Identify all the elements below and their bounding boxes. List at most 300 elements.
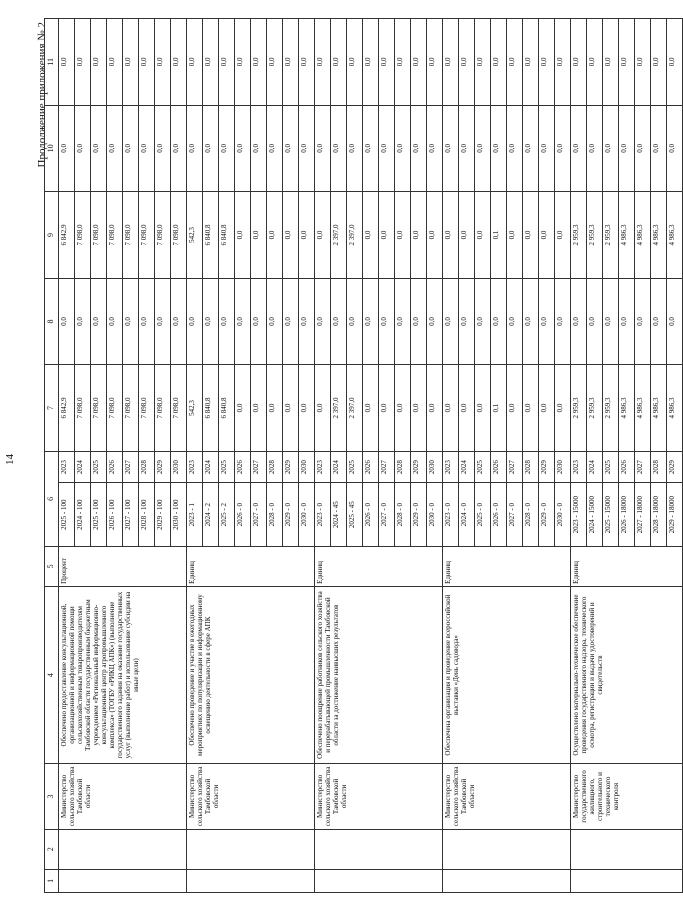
cell-col-1 <box>315 869 443 892</box>
col-header: 6 <box>45 451 59 546</box>
ministry-cell: Министерство государственного жилищного, строительного и технического контроля <box>571 764 683 829</box>
other-cell: 0,0 <box>235 19 251 106</box>
regional-cell: 0,0 <box>235 192 251 279</box>
other-cell: 0,0 <box>539 19 555 106</box>
indicator-cell: 2024 - 2 <box>203 483 219 546</box>
year-cell: 2030 <box>299 451 315 483</box>
federal-cell: 0,0 <box>139 278 155 365</box>
total-cell: 0,0 <box>299 365 315 452</box>
total-cell: 0,0 <box>267 365 283 452</box>
indicator-cell: 2023 - 0 <box>315 483 331 546</box>
unit-cell: Единиц <box>187 546 315 586</box>
federal-cell: 0,0 <box>107 278 123 365</box>
indicator-cell: 2025 - 0 <box>475 483 491 546</box>
year-cell: 2023 <box>187 451 203 483</box>
local-cell: 0,0 <box>251 105 267 192</box>
regional-cell: 2 397,0 <box>347 192 363 279</box>
unit-cell: Единиц <box>315 546 443 586</box>
regional-cell: 0,0 <box>523 192 539 279</box>
federal-cell: 0,0 <box>91 278 107 365</box>
year-cell: 2025 <box>347 451 363 483</box>
total-cell: 0,0 <box>235 365 251 452</box>
year-cell: 2024 <box>331 451 347 483</box>
other-cell: 0,0 <box>635 19 651 106</box>
local-cell: 0,0 <box>59 105 75 192</box>
total-cell: 6 842,9 <box>59 365 75 452</box>
federal-cell: 0,0 <box>443 278 459 365</box>
local-cell: 0,0 <box>619 105 635 192</box>
local-cell: 0,0 <box>571 105 587 192</box>
total-cell: 4 986,3 <box>667 365 683 452</box>
other-cell: 0,0 <box>395 19 411 106</box>
local-cell: 0,0 <box>603 105 619 192</box>
other-cell: 0,0 <box>187 19 203 106</box>
indicator-cell: 2028 - 0 <box>523 483 539 546</box>
page-number: 14 <box>4 454 16 465</box>
other-cell: 0,0 <box>267 19 283 106</box>
indicator-cell: 2027 - 100 <box>123 483 139 546</box>
federal-cell: 0,0 <box>427 278 443 365</box>
other-cell: 0,0 <box>619 19 635 106</box>
federal-cell: 0,0 <box>555 278 571 365</box>
local-cell: 0,0 <box>667 105 683 192</box>
year-cell: 2030 <box>427 451 443 483</box>
other-cell: 0,0 <box>571 19 587 106</box>
federal-cell: 0,0 <box>523 278 539 365</box>
other-cell: 0,0 <box>203 19 219 106</box>
indicator-cell: 2029 - 100 <box>155 483 171 546</box>
other-cell: 0,0 <box>459 19 475 106</box>
regional-cell: 0,0 <box>251 192 267 279</box>
col-header: 10 <box>45 105 59 192</box>
col-header: 8 <box>45 278 59 365</box>
federal-cell: 0,0 <box>475 278 491 365</box>
federal-cell: 0,0 <box>539 278 555 365</box>
total-cell: 0,0 <box>283 365 299 452</box>
year-cell: 2026 <box>235 451 251 483</box>
table-row <box>315 19 331 893</box>
year-cell: 2023 <box>571 451 587 483</box>
federal-cell: 0,0 <box>171 278 187 365</box>
table-row <box>571 19 587 893</box>
total-cell: 6 840,8 <box>219 365 235 452</box>
other-cell: 0,0 <box>283 19 299 106</box>
indicator-cell: 2030 - 0 <box>299 483 315 546</box>
local-cell: 0,0 <box>331 105 347 192</box>
regional-cell: 6 840,8 <box>203 192 219 279</box>
table-body <box>59 19 683 893</box>
regional-cell: 6 842,9 <box>59 192 75 279</box>
local-cell: 0,0 <box>91 105 107 192</box>
regional-cell: 0,0 <box>299 192 315 279</box>
regional-cell: 2 959,3 <box>571 192 587 279</box>
table-row <box>187 19 203 893</box>
total-cell: 0,0 <box>539 365 555 452</box>
event-description-cell: Обеспечена организация и проведение всероссийской выставки «День садовода» <box>443 586 571 763</box>
year-cell: 2029 <box>667 451 683 483</box>
federal-cell: 0,0 <box>571 278 587 365</box>
federal-cell: 0,0 <box>315 278 331 365</box>
cell-col-2 <box>187 829 315 869</box>
federal-cell: 0,0 <box>635 278 651 365</box>
total-cell: 2 959,3 <box>571 365 587 452</box>
regional-cell: 7 098,0 <box>75 192 91 279</box>
indicator-cell: 2030 - 0 <box>555 483 571 546</box>
regional-cell: 0,0 <box>267 192 283 279</box>
total-cell: 7 098,0 <box>107 365 123 452</box>
other-cell: 0,0 <box>651 19 667 106</box>
indicator-cell: 2026 - 0 <box>235 483 251 546</box>
other-cell: 0,0 <box>379 19 395 106</box>
regional-cell: 7 098,0 <box>91 192 107 279</box>
total-cell: 7 098,0 <box>171 365 187 452</box>
other-cell: 0,0 <box>331 19 347 106</box>
total-cell: 2 959,3 <box>587 365 603 452</box>
total-cell: 2 959,3 <box>603 365 619 452</box>
local-cell: 0,0 <box>379 105 395 192</box>
indicator-cell: 2025 - 100 <box>91 483 107 546</box>
regional-cell: 0,0 <box>395 192 411 279</box>
other-cell: 0,0 <box>411 19 427 106</box>
total-cell: 7 098,0 <box>75 365 91 452</box>
year-cell: 2029 <box>411 451 427 483</box>
col-header: 7 <box>45 365 59 452</box>
table-row <box>443 19 459 893</box>
indicator-cell: 2026 - 100 <box>107 483 123 546</box>
regional-cell: 0,1 <box>491 192 507 279</box>
other-cell: 0,0 <box>107 19 123 106</box>
regional-cell: 0,0 <box>555 192 571 279</box>
indicator-cell: 2024 - 45 <box>331 483 347 546</box>
local-cell: 0,0 <box>187 105 203 192</box>
federal-cell: 0,0 <box>267 278 283 365</box>
regional-cell: 542,3 <box>187 192 203 279</box>
total-cell: 7 098,0 <box>139 365 155 452</box>
ministry-cell: Министерство сельского хозяйства Тамбовской области <box>443 764 571 829</box>
local-cell: 0,0 <box>443 105 459 192</box>
total-cell: 0,0 <box>555 365 571 452</box>
regional-cell: 7 098,0 <box>171 192 187 279</box>
other-cell: 0,0 <box>667 19 683 106</box>
col-header: 11 <box>45 19 59 106</box>
local-cell: 0,0 <box>587 105 603 192</box>
regional-cell: 2 397,0 <box>331 192 347 279</box>
other-cell: 0,0 <box>219 19 235 106</box>
cell-col-1 <box>443 869 571 892</box>
total-cell: 0,0 <box>411 365 427 452</box>
indicator-cell: 2024 - 15000 <box>587 483 603 546</box>
total-cell: 0,0 <box>475 365 491 452</box>
local-cell: 0,0 <box>299 105 315 192</box>
regional-cell: 7 098,0 <box>123 192 139 279</box>
year-cell: 2025 <box>475 451 491 483</box>
local-cell: 0,0 <box>283 105 299 192</box>
federal-cell: 0,0 <box>235 278 251 365</box>
year-cell: 2026 <box>363 451 379 483</box>
total-cell: 0,0 <box>251 365 267 452</box>
local-cell: 0,0 <box>411 105 427 192</box>
indicator-cell: 2027 - 0 <box>507 483 523 546</box>
regional-cell: 0,0 <box>379 192 395 279</box>
indicator-cell: 2023 - 1 <box>187 483 203 546</box>
total-cell: 0,1 <box>491 365 507 452</box>
regional-cell: 7 098,0 <box>139 192 155 279</box>
year-cell: 2024 <box>75 451 91 483</box>
indicator-cell: 2026 - 0 <box>363 483 379 546</box>
year-cell: 2030 <box>171 451 187 483</box>
year-cell: 2029 <box>539 451 555 483</box>
indicator-cell: 2023 - 15000 <box>571 483 587 546</box>
total-cell: 2 397,0 <box>331 365 347 452</box>
local-cell: 0,0 <box>475 105 491 192</box>
col-header: 4 <box>45 586 59 763</box>
regional-cell: 7 098,0 <box>155 192 171 279</box>
federal-cell: 0,0 <box>283 278 299 365</box>
other-cell: 0,0 <box>491 19 507 106</box>
local-cell: 0,0 <box>539 105 555 192</box>
total-cell: 6 840,8 <box>203 365 219 452</box>
federal-cell: 0,0 <box>203 278 219 365</box>
col-header: 2 <box>45 829 59 869</box>
local-cell: 0,0 <box>491 105 507 192</box>
other-cell: 0,0 <box>123 19 139 106</box>
federal-cell: 0,0 <box>587 278 603 365</box>
local-cell: 0,0 <box>123 105 139 192</box>
other-cell: 0,0 <box>507 19 523 106</box>
local-cell: 0,0 <box>171 105 187 192</box>
other-cell: 0,0 <box>363 19 379 106</box>
year-cell: 2028 <box>395 451 411 483</box>
indicator-cell: 2025 - 2 <box>219 483 235 546</box>
indicator-cell: 2030 - 0 <box>427 483 443 546</box>
indicator-cell: 2029 - 0 <box>411 483 427 546</box>
local-cell: 0,0 <box>347 105 363 192</box>
cell-col-1 <box>187 869 315 892</box>
indicator-cell: 2025 - 100 <box>59 483 75 546</box>
other-cell: 0,0 <box>251 19 267 106</box>
event-description-cell: Осуществлено материально-техническое обеспечение проведения государственного надзора, технического осмотра, регистрации и выдачи удостоверений и свидетельств <box>571 586 683 763</box>
federal-cell: 0,0 <box>219 278 235 365</box>
regional-cell: 2 959,3 <box>587 192 603 279</box>
indicator-cell: 2028 - 18000 <box>651 483 667 546</box>
budget-table <box>44 18 683 893</box>
federal-cell: 0,0 <box>507 278 523 365</box>
other-cell: 0,0 <box>155 19 171 106</box>
total-cell: 4 986,3 <box>635 365 651 452</box>
indicator-cell: 2026 - 0 <box>491 483 507 546</box>
other-cell: 0,0 <box>91 19 107 106</box>
federal-cell: 0,0 <box>123 278 139 365</box>
col-header: 3 <box>45 764 59 829</box>
total-cell: 0,0 <box>427 365 443 452</box>
total-cell: 0,0 <box>459 365 475 452</box>
indicator-cell: 2029 - 0 <box>539 483 555 546</box>
indicator-cell: 2029 - 18000 <box>667 483 683 546</box>
year-cell: 2025 <box>603 451 619 483</box>
local-cell: 0,0 <box>235 105 251 192</box>
regional-cell: 0,0 <box>315 192 331 279</box>
regional-cell: 0,0 <box>283 192 299 279</box>
federal-cell: 0,0 <box>331 278 347 365</box>
cell-col-2 <box>59 829 187 869</box>
other-cell: 0,0 <box>443 19 459 106</box>
regional-cell: 4 986,3 <box>651 192 667 279</box>
indicator-cell: 2025 - 45 <box>347 483 363 546</box>
event-description-cell: Обеспечено проведение и участие в ежегодных мероприятиях по популяризации и информационному освещению деятельности в сфере АПК <box>187 586 315 763</box>
local-cell: 0,0 <box>363 105 379 192</box>
federal-cell: 0,0 <box>411 278 427 365</box>
local-cell: 0,0 <box>507 105 523 192</box>
local-cell: 0,0 <box>75 105 91 192</box>
indicator-cell: 2024 - 0 <box>459 483 475 546</box>
total-cell: 0,0 <box>315 365 331 452</box>
total-cell: 0,0 <box>523 365 539 452</box>
year-cell: 2024 <box>459 451 475 483</box>
local-cell: 0,0 <box>315 105 331 192</box>
year-cell: 2026 <box>619 451 635 483</box>
other-cell: 0,0 <box>555 19 571 106</box>
col-header: 1 <box>45 869 59 892</box>
federal-cell: 0,0 <box>667 278 683 365</box>
other-cell: 0,0 <box>171 19 187 106</box>
other-cell: 0,0 <box>603 19 619 106</box>
total-cell: 0,0 <box>507 365 523 452</box>
total-cell: 4 986,3 <box>619 365 635 452</box>
regional-cell: 0,0 <box>475 192 491 279</box>
table-row <box>59 19 75 893</box>
indicator-cell: 2027 - 0 <box>379 483 395 546</box>
federal-cell: 0,0 <box>155 278 171 365</box>
total-cell: 0,0 <box>379 365 395 452</box>
year-cell: 2025 <box>91 451 107 483</box>
year-cell: 2026 <box>107 451 123 483</box>
total-cell: 7 098,0 <box>91 365 107 452</box>
year-cell: 2024 <box>203 451 219 483</box>
regional-cell: 0,0 <box>459 192 475 279</box>
indicator-cell: 2023 - 0 <box>443 483 459 546</box>
total-cell: 542,3 <box>187 365 203 452</box>
cell-col-2 <box>571 829 683 869</box>
unit-cell: Единиц <box>571 546 683 586</box>
federal-cell: 0,0 <box>347 278 363 365</box>
indicator-cell: 2027 - 0 <box>251 483 267 546</box>
indicator-cell: 2028 - 0 <box>395 483 411 546</box>
local-cell: 0,0 <box>107 105 123 192</box>
other-cell: 0,0 <box>75 19 91 106</box>
cell-col-2 <box>443 829 571 869</box>
regional-cell: 7 098,0 <box>107 192 123 279</box>
year-cell: 2023 <box>59 451 75 483</box>
year-cell: 2029 <box>155 451 171 483</box>
local-cell: 0,0 <box>651 105 667 192</box>
year-cell: 2027 <box>635 451 651 483</box>
year-cell: 2023 <box>443 451 459 483</box>
other-cell: 0,0 <box>587 19 603 106</box>
cell-col-2 <box>315 829 443 869</box>
regional-cell: 4 986,3 <box>619 192 635 279</box>
regional-cell: 0,0 <box>411 192 427 279</box>
other-cell: 0,0 <box>347 19 363 106</box>
year-cell: 2025 <box>219 451 235 483</box>
regional-cell: 6 840,8 <box>219 192 235 279</box>
year-cell: 2028 <box>139 451 155 483</box>
total-cell: 0,0 <box>443 365 459 452</box>
year-cell: 2026 <box>491 451 507 483</box>
year-cell: 2028 <box>267 451 283 483</box>
regional-cell: 0,0 <box>507 192 523 279</box>
indicator-cell: 2025 - 15000 <box>603 483 619 546</box>
regional-cell: 0,0 <box>443 192 459 279</box>
year-cell: 2027 <box>251 451 267 483</box>
indicator-cell: 2026 - 18000 <box>619 483 635 546</box>
federal-cell: 0,0 <box>395 278 411 365</box>
header-row <box>45 19 59 893</box>
federal-cell: 0,0 <box>491 278 507 365</box>
local-cell: 0,0 <box>203 105 219 192</box>
regional-cell: 0,0 <box>427 192 443 279</box>
event-description-cell: Обеспечено предоставление консультационной, организационной и информационной помощи сельскохозяйственным товаропроизводителям Тамбовской области государственным бюджетным учреждением «Региональный информационно-консультационный центр агропромышленного комплекса» (ТОГБУ «РИКЦ АПК») (выполнение государственного задания на оказание государственных услуг (выполнение работ) и использование субсидии на иные цели) <box>59 586 187 763</box>
local-cell: 0,0 <box>555 105 571 192</box>
federal-cell: 0,0 <box>251 278 267 365</box>
federal-cell: 0,0 <box>75 278 91 365</box>
indicator-cell: 2028 - 0 <box>267 483 283 546</box>
local-cell: 0,0 <box>219 105 235 192</box>
year-cell: 2027 <box>379 451 395 483</box>
local-cell: 0,0 <box>395 105 411 192</box>
year-cell: 2029 <box>283 451 299 483</box>
year-cell: 2023 <box>315 451 331 483</box>
year-cell: 2024 <box>587 451 603 483</box>
regional-cell: 0,0 <box>363 192 379 279</box>
ministry-cell: Министерство сельского хозяйства Тамбовской области <box>59 764 187 829</box>
federal-cell: 0,0 <box>299 278 315 365</box>
federal-cell: 0,0 <box>603 278 619 365</box>
federal-cell: 0,0 <box>619 278 635 365</box>
total-cell: 7 098,0 <box>123 365 139 452</box>
indicator-cell: 2029 - 0 <box>283 483 299 546</box>
year-cell: 2028 <box>523 451 539 483</box>
regional-cell: 2 959,3 <box>603 192 619 279</box>
local-cell: 0,0 <box>267 105 283 192</box>
local-cell: 0,0 <box>523 105 539 192</box>
ministry-cell: Министерство сельского хозяйства Тамбовской области <box>315 764 443 829</box>
other-cell: 0,0 <box>139 19 155 106</box>
local-cell: 0,0 <box>459 105 475 192</box>
local-cell: 0,0 <box>427 105 443 192</box>
other-cell: 0,0 <box>315 19 331 106</box>
total-cell: 4 986,3 <box>651 365 667 452</box>
total-cell: 2 397,0 <box>347 365 363 452</box>
local-cell: 0,0 <box>635 105 651 192</box>
cell-col-1 <box>59 869 187 892</box>
total-cell: 0,0 <box>363 365 379 452</box>
federal-cell: 0,0 <box>459 278 475 365</box>
ministry-cell: Министерство сельского хозяйства Тамбовской области <box>187 764 315 829</box>
local-cell: 0,0 <box>155 105 171 192</box>
year-cell: 2028 <box>651 451 667 483</box>
unit-cell: Единиц <box>443 546 571 586</box>
regional-cell: 4 986,3 <box>635 192 651 279</box>
federal-cell: 0,0 <box>59 278 75 365</box>
other-cell: 0,0 <box>427 19 443 106</box>
regional-cell: 0,0 <box>539 192 555 279</box>
other-cell: 0,0 <box>523 19 539 106</box>
other-cell: 0,0 <box>299 19 315 106</box>
unit-cell: Процент <box>59 546 187 586</box>
federal-cell: 0,0 <box>651 278 667 365</box>
total-cell: 7 098,0 <box>155 365 171 452</box>
year-cell: 2030 <box>555 451 571 483</box>
